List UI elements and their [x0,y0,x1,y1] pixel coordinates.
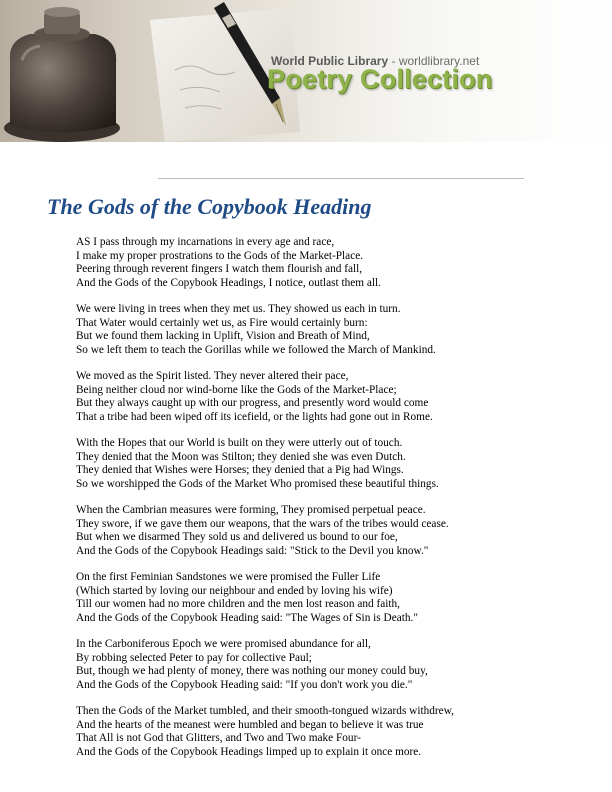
header-banner [0,0,612,142]
poem-line: I make my proper prostrations to the Gods of the Market-Place. [76,249,364,262]
poem-line: And the hearts of the meanest were humbled and began to believe it was true [76,718,424,731]
poem-line: They denied that the Moon was Stilton; they denied she was even Dutch. [76,450,406,463]
poem-line: That a tribe had been wiped off its icefield, or the lights had gone out in Rome. [76,410,433,423]
poem-line: And the Gods of the Copybook Headings, I notice, outlast them all. [76,276,381,289]
poem-line: They swore, if we gave them our weapons, that the wars of the tribes would cease. [76,517,449,530]
poem-line: So we left them to teach the Gorillas while we followed the March of Mankind. [76,343,436,356]
poem-line: They denied that Wishes were Horses; they denied that a Pig had Wings. [76,464,404,476]
poem-line: Being neither cloud nor wind-borne like the Gods of the Market-Place; [76,383,397,396]
poem-line: But when we disarmed They sold us and delivered us bound to our foe, [76,531,398,543]
poem-line: Peering through reverent fingers I watch them flourish and fall, [76,263,363,275]
poem-line: When the Cambrian measures were forming, They promised perpetual peace. [76,504,426,516]
poem-line: But they always caught up with our progress, and presently word would come [76,397,429,409]
stanza [76,504,596,558]
stanza [76,303,596,357]
poem-line: Till our women had no more children and the men lost reason and faith, [76,598,400,610]
stanza [76,571,596,625]
poem-line: And the Gods of the Copybook Headings limped up to explain it once more. [76,745,422,758]
poem-line: But we found them lacking in Uplift, Vision and Breath of Mind, [76,330,370,342]
poem-line: With the Hopes that our World is built on they were utterly out of touch. [76,437,403,449]
poem-line: We were living in trees when they met us. They showed us each in turn. [76,303,401,315]
header-divider [158,178,524,179]
poem-line: But, though we had plenty of money, there was nothing our money could buy, [76,665,428,677]
poem-line: AS I pass through my incarnations in every age and race, [76,236,335,248]
poem-line: So we worshipped the Gods of the Market Who promised these beautiful things. [76,477,439,490]
library-name: World Public Library [271,54,389,68]
poem-line: Then the Gods of the Market tumbled, and their smooth-tongued wizards withdrew, [76,705,454,717]
poem-title: The Gods of the Copybook Heading [47,194,372,219]
inkwell-icon [4,7,120,142]
library-site: worldlibrary.net [398,54,480,68]
stanza [76,437,596,491]
stanza [76,370,596,424]
collection-title: Poetry Collection [267,64,493,94]
poem-line: And the Gods of the Copybook Heading said: "The Wages of Sin is Death." [76,611,418,624]
poem-line: And the Gods of the Copybook Heading said: "If you don't work you die." [76,678,413,691]
poem-line: In the Carboniferous Epoch we were promised abundance for all, [76,638,371,650]
poem-line: By robbing selected Peter to pay for collective Paul; [76,651,312,664]
tagline-separator: - [388,54,399,68]
poem-line: That Water would certainly wet us, as Fire would certainly burn: [76,316,368,329]
poem-line: We moved as the Spirit listed. They never altered their pace, [76,370,349,382]
poem-body [76,236,596,772]
stanza [76,638,596,692]
poem-line: On the first Feminian Sandstones we were promised the Fuller Life [76,571,381,583]
poem-line: That All is not God that Glitters, and Two and Two make Four- [76,732,361,744]
stanza [76,236,596,290]
poem-line: And the Gods of the Copybook Headings said: "Stick to the Devil you know." [76,544,429,557]
poem-line: (Which started by loving our neighbour and ended by loving his wife) [76,584,393,597]
stanza [76,705,596,759]
